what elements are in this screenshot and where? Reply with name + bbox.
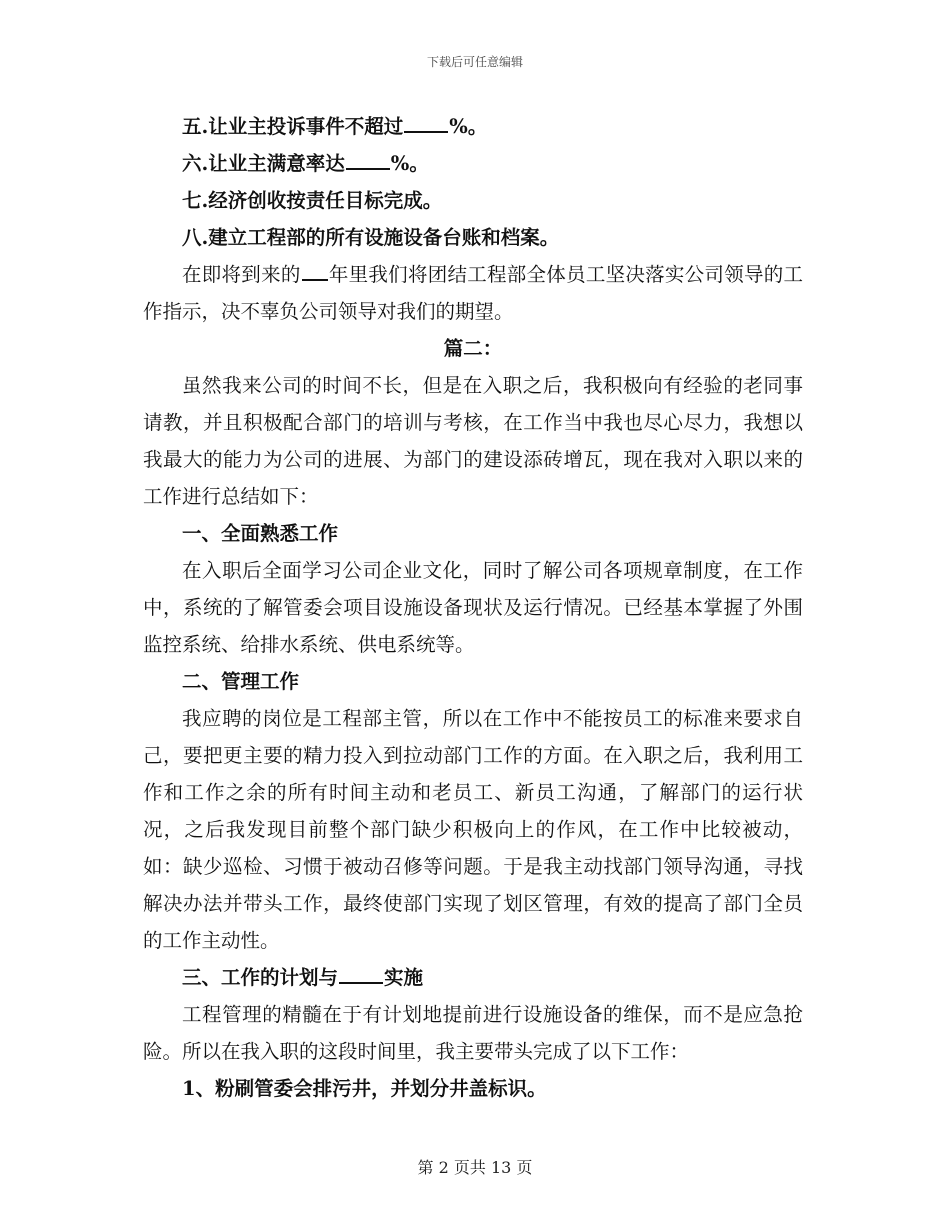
page-header-note: 下载后可任意编辑 (426, 55, 523, 69)
goal-item-5-unit: %。 (449, 115, 488, 138)
document-body (143, 108, 803, 1107)
task-item-1: 1、粉刷管委会排污井，并划分井盖标识。 (182, 1077, 547, 1100)
goal-item-6-text: 六.让业主满意率达 (182, 152, 345, 175)
closing-paragraph (143, 256, 803, 330)
fill-in-blank (404, 111, 448, 133)
heading-plan-start: 三、工作的计划与 (182, 966, 339, 989)
paragraph-familiarize: 在入职后全面学习公司企业文化，同时了解公司各项规章制度，在工作中，系统的了解管委会项目设施设备现状及运行情况。已经基本掌握了外围监控系统、给排水系统、供电系统等。 (143, 559, 803, 656)
fill-in-blank (346, 148, 390, 170)
heading-management: 二、管理工作 (182, 670, 300, 693)
fill-in-blank (339, 962, 383, 984)
goal-item-6 (143, 145, 803, 182)
heading-familiarize: 一、全面熟悉工作 (182, 522, 339, 545)
goal-item-7: 七.经济创收按责任目标完成。 (182, 189, 443, 212)
heading-plan (143, 959, 803, 996)
goal-item-5 (143, 108, 803, 145)
intro-paragraph: 虽然我来公司的时间不长，但是在入职之后，我积极向有经验的老同事请教，并且积极配合部门的培训与考核，在工作当中我也尽心尽力，我想以我最大的能力为公司的进展、为部门的建设添砖增瓦，现在我对入职以来的工作进行总结如下： (143, 374, 803, 508)
closing-text-end: 年里我们将团结工程部全体员工坚决落实公司领导的工作指示，决不辜负公司领导对我们的期望。 (143, 263, 803, 323)
paragraph-plan: 工程管理的精髓在于有计划地提前进行设施设备的维保，而不是应急抢险。所以在我入职的这段时间里，我主要带头完成了以下工作： (143, 1003, 803, 1063)
goal-item-8: 八.建立工程部的所有设施设备台账和档案。 (182, 226, 560, 249)
page-footer: 第 2 页共 13 页 (417, 1158, 533, 1177)
paragraph-management: 我应聘的岗位是工程部主管，所以在工作中不能按员工的标准来要求自己，要把更主要的精力投入到拉动部门工作的方面。在入职之后，我利用工作和工作之余的所有时间主动和老员工、新员工沟通，了解部门的运行状况，之后我发现目前整个部门缺少积极向上的作风，在工作中比较被动，如：缺少巡检、习惯于被动召修等问题。于是我主动找部门领导沟通，寻找解决办法并带头工作，最终使部门实现了划区管理，有效的提高了部门全员的工作主动性。 (143, 707, 803, 952)
goal-item-5-text: 五.让业主投诉事件不超过 (182, 115, 404, 138)
heading-plan-end: 实施 (384, 966, 424, 989)
closing-text-start: 在即将到来的 (182, 263, 301, 286)
goal-item-6-unit: %。 (390, 152, 429, 175)
fill-in-blank (302, 259, 328, 281)
section-title: 篇二： (443, 337, 503, 360)
